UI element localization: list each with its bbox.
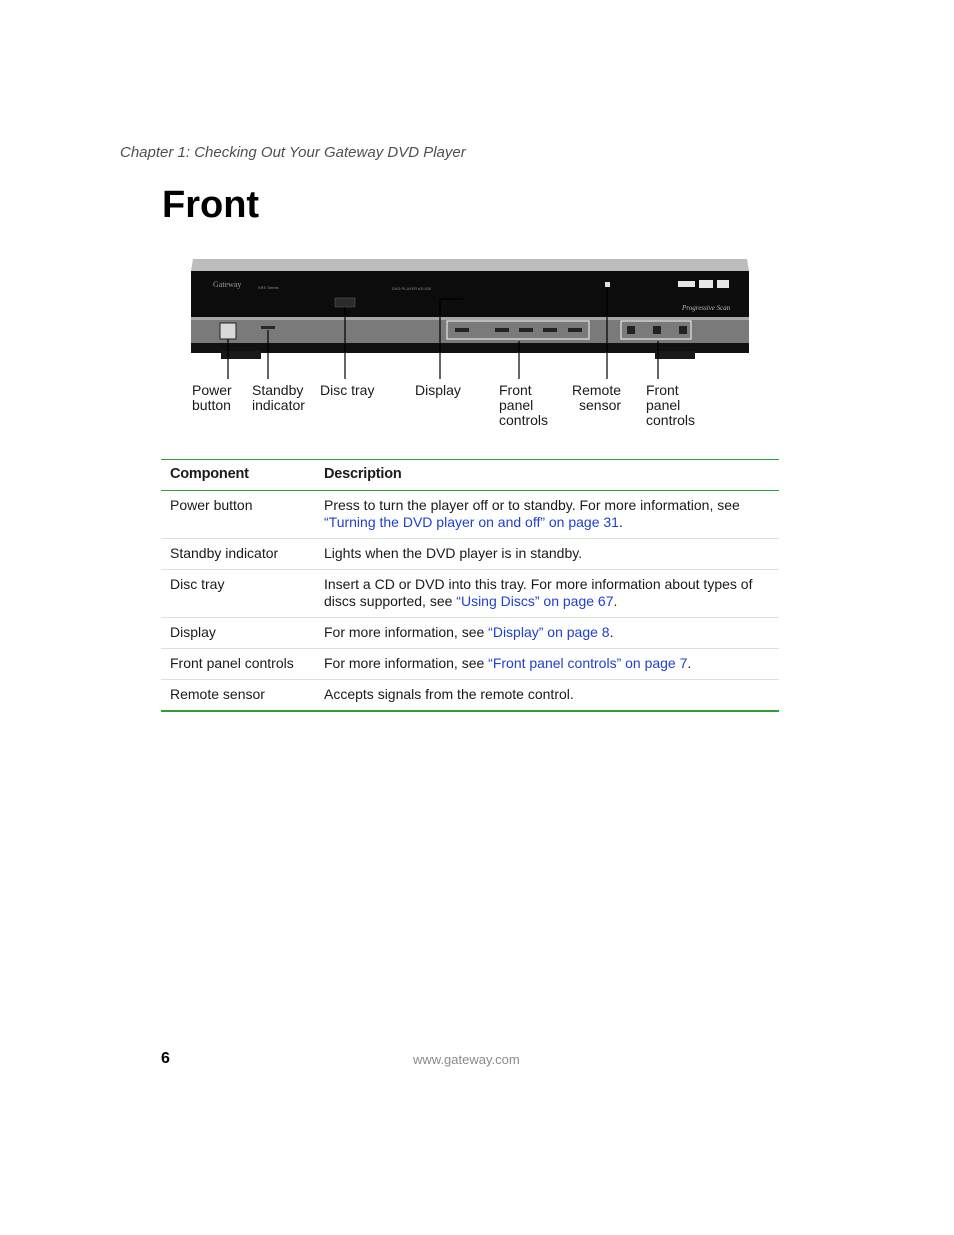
table-row <box>161 539 779 570</box>
callout-front-panel-controls: Front panel controls <box>499 382 549 428</box>
cell-component: Front panel controls <box>170 655 294 671</box>
power-button-graphic <box>220 323 236 339</box>
player-upper-panel <box>191 271 749 317</box>
device-badge: Progressive Scan <box>682 304 731 312</box>
cell-description: For more information, see “Front panel controls” on page 7. <box>324 655 692 671</box>
standby-led-graphic <box>261 326 275 329</box>
table-row <box>161 570 779 618</box>
table-row <box>161 491 779 539</box>
table-row <box>161 680 779 712</box>
callout-standby-indicator: Standby indicator <box>252 382 305 413</box>
remote-sensor-graphic <box>605 282 610 287</box>
callout-front-panel-controls-right: Front panel controls <box>646 382 696 428</box>
link-display[interactable]: “Display” on page 8 <box>488 624 610 640</box>
dvd-player-figure <box>185 255 755 435</box>
cell-description: Insert a CD or DVD into this tray. For more information about types of discs supported, see “Using Discs” on page 67. <box>324 576 753 609</box>
page-title: Front <box>162 184 260 226</box>
callout-disc-tray: Disc tray <box>320 382 375 398</box>
logo-disc-icon <box>717 280 729 288</box>
footer-url[interactable]: www.gateway.com <box>413 1052 520 1067</box>
header-component: Component <box>170 466 249 482</box>
cell-component: Disc tray <box>170 576 225 592</box>
link-using-discs[interactable]: “Using Discs” on page 67 <box>456 593 614 609</box>
logo-dts-icon <box>699 280 713 288</box>
disc-tray-graphic <box>335 298 355 307</box>
component-table <box>161 459 779 712</box>
cell-description: Press to turn the player off or to standby. For more information, see “Turning the DVD player on and off” on page 31. <box>324 497 740 530</box>
device-brand: Gateway <box>213 280 242 289</box>
chapter-header: Chapter 1: Checking Out Your Gateway DVD Player <box>120 144 466 161</box>
callout-remote-sensor: Remote sensor <box>572 382 622 413</box>
callout-display: Display <box>415 382 461 398</box>
page-number: 6 <box>161 1050 170 1067</box>
cell-description: Accepts signals from the remote control. <box>324 686 574 702</box>
cell-component: Standby indicator <box>170 545 279 561</box>
callout-power-button: Power button <box>192 382 232 413</box>
cell-description: Lights when the DVD player is in standby. <box>324 545 583 561</box>
table-header-row <box>161 460 779 491</box>
table-row <box>161 649 779 680</box>
cell-component: Display <box>170 624 216 640</box>
cell-component: Remote sensor <box>170 686 265 702</box>
table-row <box>161 618 779 649</box>
player-top-face <box>191 259 749 271</box>
device-series: KRS Series <box>258 285 279 290</box>
device-model: DVD PLAYER AD 630 <box>392 286 432 291</box>
logo-dolby-icon <box>678 281 695 287</box>
cell-description: For more information, see “Display” on page 8. <box>324 624 614 640</box>
cell-component: Power button <box>170 497 253 513</box>
link-power-on-off[interactable]: “Turning the DVD player on and off” on page 31 <box>324 514 619 530</box>
link-front-panel-controls[interactable]: “Front panel controls” on page 7 <box>488 655 688 671</box>
header-description: Description <box>324 466 402 482</box>
